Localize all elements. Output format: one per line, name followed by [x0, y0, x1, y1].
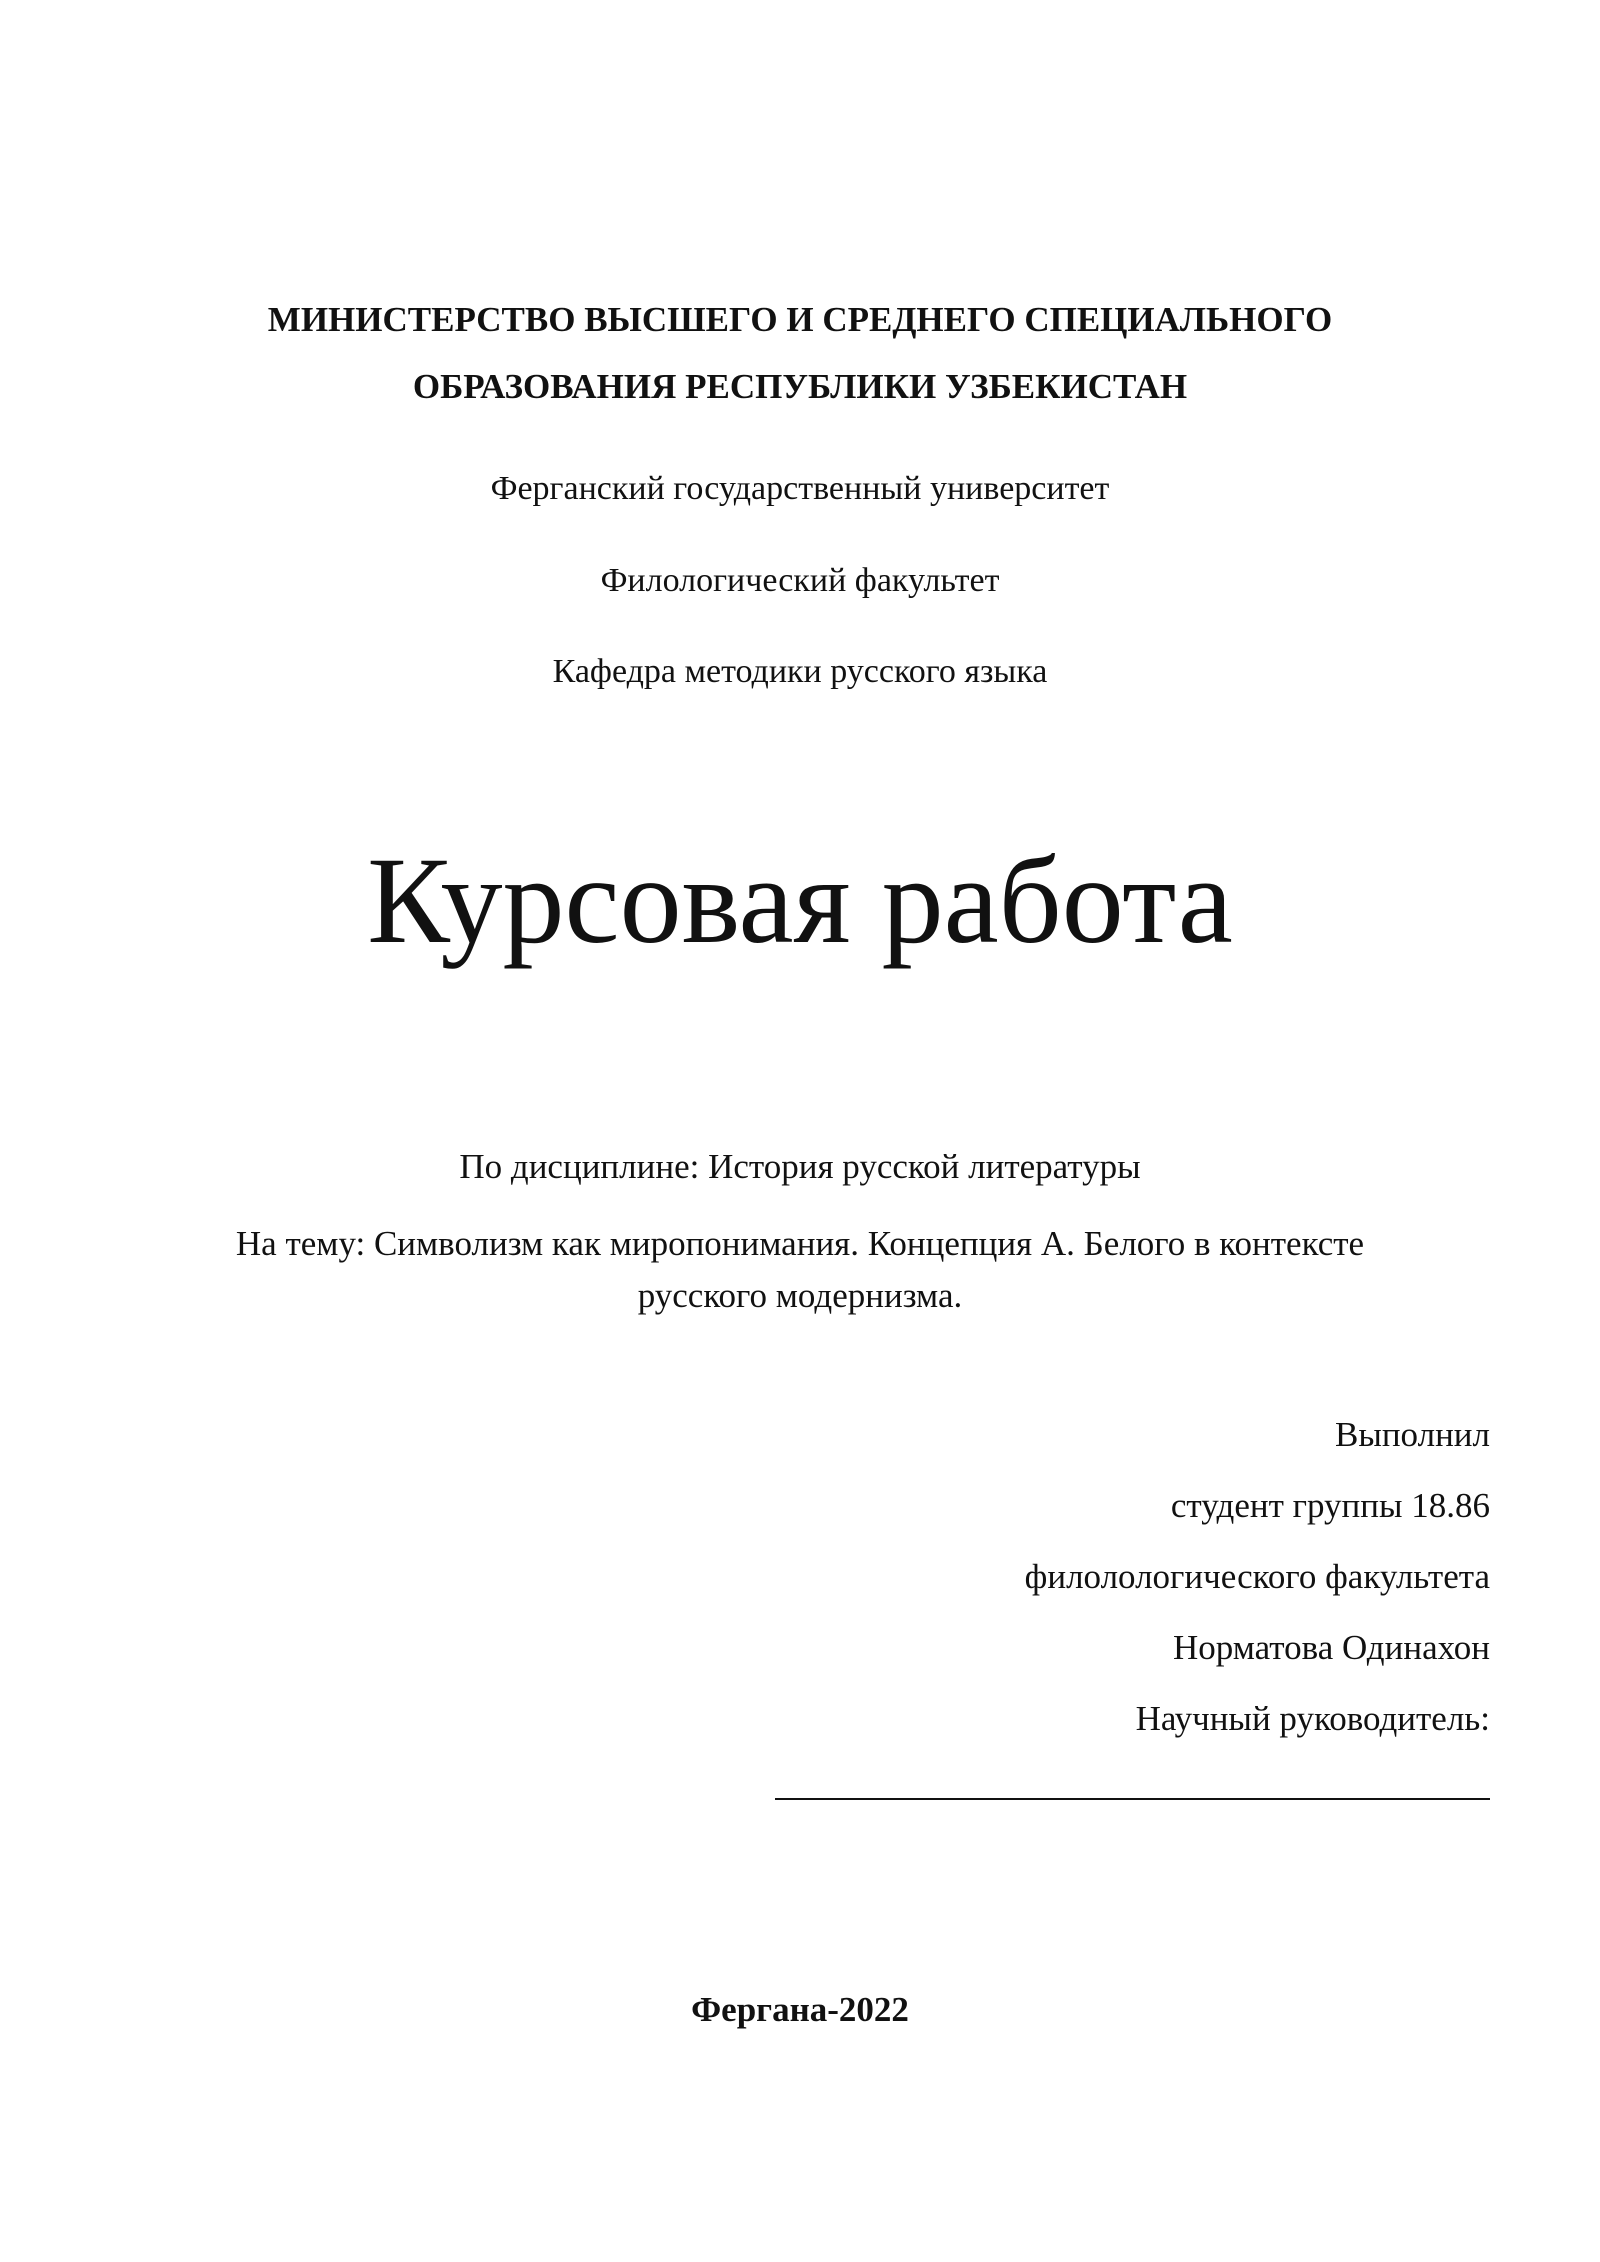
- topic-line-2: русского модернизма.: [637, 1276, 963, 1315]
- city-year: Фергана-2022: [691, 1990, 909, 2029]
- supervisor-signature-line: [775, 1798, 1490, 1800]
- university-name: Ферганский государственный университет: [490, 470, 1110, 507]
- ministry-name-line-1: МИНИСТЕРСТВО ВЫСШЕГО И СРЕДНЕГО СПЕЦИАЛЬНОГО: [267, 300, 1333, 339]
- ministry-name-line-2: ОБРАЗОВАНИЯ РЕСПУБЛИКИ УЗБЕКИСТАН: [412, 367, 1188, 406]
- student-name: Норматова Одинахон: [1173, 1628, 1490, 1667]
- supervisor-label: Научный руководитель:: [1135, 1699, 1490, 1738]
- topic-line-1: На тему: Символизм как миропонимания. Концепция А. Белого в контексте: [235, 1224, 1365, 1263]
- department-name: Кафедра методики русского языка: [552, 653, 1048, 690]
- document-title: Курсовая работа: [367, 832, 1233, 969]
- performed-by-label: Выполнил: [1334, 1415, 1490, 1454]
- student-group: студент группы 18.86: [1170, 1486, 1490, 1525]
- faculty-name: Филологический факультет: [600, 562, 1000, 599]
- discipline-line: По дисциплине: История русской литературы: [459, 1147, 1141, 1186]
- student-faculty: филолологического факультета: [1024, 1557, 1490, 1596]
